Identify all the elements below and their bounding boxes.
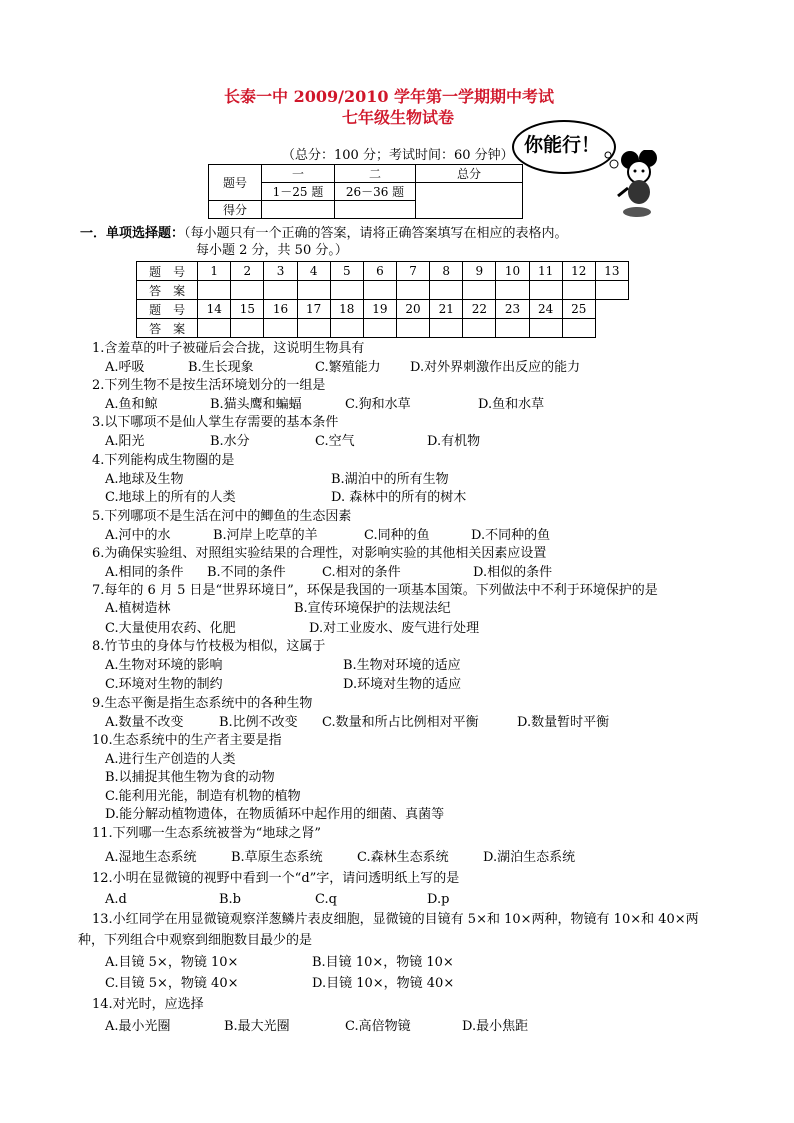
option-a[interactable]: A.生物对环境的影响 bbox=[105, 658, 223, 673]
option-a[interactable]: A.鱼和鲸 bbox=[105, 397, 158, 412]
question-number-cell: 22 bbox=[463, 300, 496, 319]
option-a[interactable]: A.最小光圈 bbox=[105, 1019, 171, 1034]
instructions-line2: 每小题 2 分，共 50 分。） bbox=[196, 243, 348, 258]
option-c[interactable]: C.森林生态系统 bbox=[357, 850, 449, 865]
exam-subtitle: 七年级生物试卷 bbox=[342, 108, 455, 127]
option-b[interactable]: B.不同的条件 bbox=[207, 565, 286, 580]
answer-cell[interactable] bbox=[198, 281, 231, 300]
option-d[interactable]: D.相似的条件 bbox=[473, 565, 553, 580]
option-c[interactable]: C.目镜 5×，物镜 40× bbox=[105, 976, 239, 991]
grid-label-daan: 答 案 bbox=[137, 319, 198, 338]
option-d[interactable]: D.湖泊生态系统 bbox=[483, 850, 576, 865]
option-d[interactable]: D.不同种的鱼 bbox=[471, 528, 551, 543]
option-b[interactable]: B.比例不改变 bbox=[219, 715, 298, 730]
option-b[interactable]: B.b bbox=[219, 892, 242, 907]
grid-label-tihao: 题 号 bbox=[137, 262, 198, 281]
option-d[interactable]: D. 森林中的所有的树木 bbox=[331, 490, 467, 505]
question-text: 6.为确保实验组、对照组实验结果的合理性，对影响实验的其他相关因素应设置 bbox=[92, 546, 547, 561]
question-text: 11.下列哪一生态系统被誉为“地球之肾” bbox=[92, 826, 321, 841]
option-b[interactable]: B.草原生态系统 bbox=[231, 850, 323, 865]
option-b[interactable]: B.河岸上吃草的羊 bbox=[213, 528, 318, 543]
answer-cell[interactable] bbox=[397, 319, 430, 338]
option-c[interactable]: C.空气 bbox=[315, 434, 355, 449]
question-number-cell: 13 bbox=[595, 262, 628, 281]
answer-cell[interactable] bbox=[496, 319, 529, 338]
question-number-cell: 9 bbox=[463, 262, 496, 281]
option-b[interactable]: B.生物对环境的适应 bbox=[343, 658, 461, 673]
option-c[interactable]: C.地球上的所有的人类 bbox=[105, 490, 236, 505]
answer-cell[interactable] bbox=[264, 281, 297, 300]
option-c[interactable]: C.能利用光能，制造有机物的植物 bbox=[105, 789, 301, 804]
answer-cell[interactable] bbox=[529, 319, 562, 338]
option-b[interactable]: B.最大光圈 bbox=[224, 1019, 290, 1034]
question-text: 5.下列哪项不是生活在河中的鲫鱼的生态因素 bbox=[92, 509, 352, 524]
option-c[interactable]: C.q bbox=[315, 892, 337, 907]
answer-cell[interactable] bbox=[529, 281, 562, 300]
cartoon-mouse-icon bbox=[590, 150, 660, 220]
question-text: 12.小明在显微镜的视野中看到一个“d”字，请问透明纸上写的是 bbox=[92, 871, 460, 886]
question-text-continued: 种，下列组合中观察到细胞数目最少的是 bbox=[78, 933, 313, 948]
question-number-cell: 1 bbox=[198, 262, 231, 281]
answer-cell[interactable] bbox=[430, 281, 463, 300]
option-b[interactable]: B.宣传环境保护的法规法纪 bbox=[294, 601, 451, 616]
option-c[interactable]: C.相对的条件 bbox=[322, 565, 401, 580]
answer-cell[interactable] bbox=[463, 281, 496, 300]
question-number-cell: 21 bbox=[430, 300, 463, 319]
answer-cell[interactable] bbox=[264, 319, 297, 338]
question-number-cell: 7 bbox=[397, 262, 430, 281]
score-table-col1: 一 bbox=[262, 165, 335, 183]
question-number-cell: 23 bbox=[496, 300, 529, 319]
empty-grid-space bbox=[595, 319, 628, 338]
option-a[interactable]: A.阳光 bbox=[105, 434, 145, 449]
question-text: 13.小红同学在用显微镜观察洋葱鳞片表皮细胞，显微镜的目镜有 5×和 10×两种，物镜有 10×和 40×两 bbox=[92, 912, 699, 927]
answer-cell[interactable] bbox=[562, 281, 595, 300]
question-text: 1.含羞草的叶子被碰后会合拢，这说明生物具有 bbox=[92, 341, 365, 356]
option-d[interactable]: D.p bbox=[427, 892, 450, 907]
option-b[interactable]: B.以捕捉其他生物为食的动物 bbox=[105, 770, 275, 785]
option-a[interactable]: A.数量不改变 bbox=[105, 715, 184, 730]
option-d[interactable]: D.数量暂时平衡 bbox=[517, 715, 610, 730]
question-text: 8.竹节虫的身体与竹枝极为相似，这属于 bbox=[92, 639, 326, 654]
question-text: 7.每年的 6 月 5 日是“世界环境日”，环保是我国的一项基本国策。下列做法中不利于环境保护的是 bbox=[92, 583, 658, 598]
option-a[interactable]: A.河中的水 bbox=[105, 528, 171, 543]
score-table-label-defen: 得分 bbox=[209, 201, 262, 219]
answer-cell[interactable] bbox=[297, 281, 330, 300]
option-a[interactable]: A.相同的条件 bbox=[105, 565, 184, 580]
option-c[interactable]: C.高倍物镜 bbox=[345, 1019, 411, 1034]
exam-info: （总分：100 分；考试时间：60 分钟） bbox=[282, 148, 514, 163]
option-c[interactable]: C.数量和所占比例相对平衡 bbox=[322, 715, 479, 730]
question-number-cell: 12 bbox=[562, 262, 595, 281]
question-number-cell: 15 bbox=[231, 300, 264, 319]
score-cell-part2[interactable] bbox=[335, 201, 416, 219]
option-b[interactable]: B.目镜 10×，物镜 10× bbox=[312, 955, 454, 970]
question-number-cell: 6 bbox=[363, 262, 396, 281]
question-number-cell: 8 bbox=[430, 262, 463, 281]
answer-cell[interactable] bbox=[231, 319, 264, 338]
option-d[interactable]: D.能分解动植物遗体，在物质循环中起作用的细菌、真菌等 bbox=[105, 807, 445, 822]
question-number-cell: 11 bbox=[529, 262, 562, 281]
option-a[interactable]: A.呼吸 bbox=[105, 360, 145, 375]
answer-cell[interactable] bbox=[562, 319, 595, 338]
option-d[interactable]: D.有机物 bbox=[427, 434, 481, 449]
question-text: 2.下列生物不是按生活环境划分的一组是 bbox=[92, 378, 326, 393]
option-c[interactable]: C.环境对生物的制约 bbox=[105, 677, 223, 692]
answer-cell[interactable] bbox=[463, 319, 496, 338]
option-b[interactable]: B.水分 bbox=[210, 434, 250, 449]
question-text: 14.对光时，应选择 bbox=[92, 997, 204, 1012]
total-score-cell[interactable] bbox=[416, 183, 523, 219]
option-d[interactable]: D.环境对生物的适应 bbox=[343, 677, 462, 692]
option-d[interactable]: D.对工业废水、废气进行处理 bbox=[309, 621, 480, 636]
answer-cell[interactable] bbox=[231, 281, 264, 300]
option-a[interactable]: A.d bbox=[105, 892, 127, 907]
question-number-cell: 5 bbox=[330, 262, 363, 281]
option-a[interactable]: A.目镜 5×，物镜 10× bbox=[105, 955, 239, 970]
option-b[interactable]: B.湖泊中的所有生物 bbox=[331, 472, 449, 487]
option-a[interactable]: A.植树造林 bbox=[105, 601, 171, 616]
question-text: 10.生态系统中的生产者主要是指 bbox=[92, 733, 282, 748]
question-number-cell: 18 bbox=[330, 300, 363, 319]
option-c[interactable]: C.狗和水草 bbox=[345, 397, 411, 412]
question-number-cell: 2 bbox=[231, 262, 264, 281]
empty-grid-space bbox=[595, 300, 628, 319]
question-number-cell: 17 bbox=[297, 300, 330, 319]
score-table bbox=[208, 164, 523, 219]
question-number-cell: 16 bbox=[264, 300, 297, 319]
instructions-line1: （每小题只有一个正确的答案，请将正确答案填写在相应的表格内。 bbox=[184, 226, 568, 241]
grid-label-tihao: 题 号 bbox=[137, 300, 198, 319]
question-text: 9.生态平衡是指生态系统中的各种生物 bbox=[92, 696, 313, 711]
question-number-cell: 4 bbox=[297, 262, 330, 281]
question-number-cell: 19 bbox=[363, 300, 396, 319]
answer-cell[interactable] bbox=[397, 281, 430, 300]
question-number-cell: 14 bbox=[198, 300, 231, 319]
option-a[interactable]: A.进行生产创造的人类 bbox=[105, 752, 236, 767]
score-table-range2: 26－36 题 bbox=[335, 183, 416, 201]
score-cell-part1[interactable] bbox=[262, 201, 335, 219]
option-a[interactable]: A.湿地生态系统 bbox=[105, 850, 197, 865]
answer-cell[interactable] bbox=[595, 281, 628, 300]
answer-cell[interactable] bbox=[363, 281, 396, 300]
question-number-cell: 20 bbox=[397, 300, 430, 319]
score-table-col2: 二 bbox=[335, 165, 416, 183]
option-d[interactable]: D.对外界刺激作出反应的能力 bbox=[410, 360, 581, 375]
answer-cell[interactable] bbox=[198, 319, 231, 338]
answer-cell[interactable] bbox=[363, 319, 396, 338]
question-number-cell: 24 bbox=[529, 300, 562, 319]
option-b[interactable]: B.猫头鹰和蝙蝠 bbox=[210, 397, 302, 412]
grid-label-daan: 答 案 bbox=[137, 281, 198, 300]
option-d[interactable]: D.目镜 10×，物镜 40× bbox=[312, 976, 455, 991]
answer-cell[interactable] bbox=[330, 319, 363, 338]
section-heading: 一．单项选择题： bbox=[80, 226, 185, 241]
section-instructions bbox=[80, 226, 568, 242]
answer-cell[interactable] bbox=[496, 281, 529, 300]
exam-title: 长泰一中 2009/2010 学年第一学期期中考试 bbox=[224, 87, 555, 106]
question-text: 4.下列能构成生物圈的是 bbox=[92, 453, 235, 468]
question-number-cell: 3 bbox=[264, 262, 297, 281]
question-number-cell: 25 bbox=[562, 300, 595, 319]
option-d[interactable]: D.最小焦距 bbox=[462, 1019, 529, 1034]
bubble-text: 你能行！ bbox=[524, 134, 601, 156]
option-c[interactable]: C.同种的鱼 bbox=[364, 528, 430, 543]
answer-grid bbox=[136, 261, 629, 338]
option-b[interactable]: B.生长现象 bbox=[188, 360, 254, 375]
option-a[interactable]: A.地球及生物 bbox=[105, 472, 184, 487]
question-text: 3.以下哪项不是仙人掌生存需要的基本条件 bbox=[92, 415, 339, 430]
score-table-range1: 1－25 题 bbox=[262, 183, 335, 201]
question-number-cell: 10 bbox=[496, 262, 529, 281]
answer-cell[interactable] bbox=[330, 281, 363, 300]
score-table-col3: 总分 bbox=[416, 165, 523, 183]
option-c[interactable]: C.繁殖能力 bbox=[315, 360, 381, 375]
option-c[interactable]: C.大量使用农药、化肥 bbox=[105, 621, 236, 636]
option-d[interactable]: D.鱼和水草 bbox=[478, 397, 545, 412]
score-table-label-tihao: 题号 bbox=[209, 165, 262, 201]
answer-cell[interactable] bbox=[430, 319, 463, 338]
answer-cell[interactable] bbox=[297, 319, 330, 338]
